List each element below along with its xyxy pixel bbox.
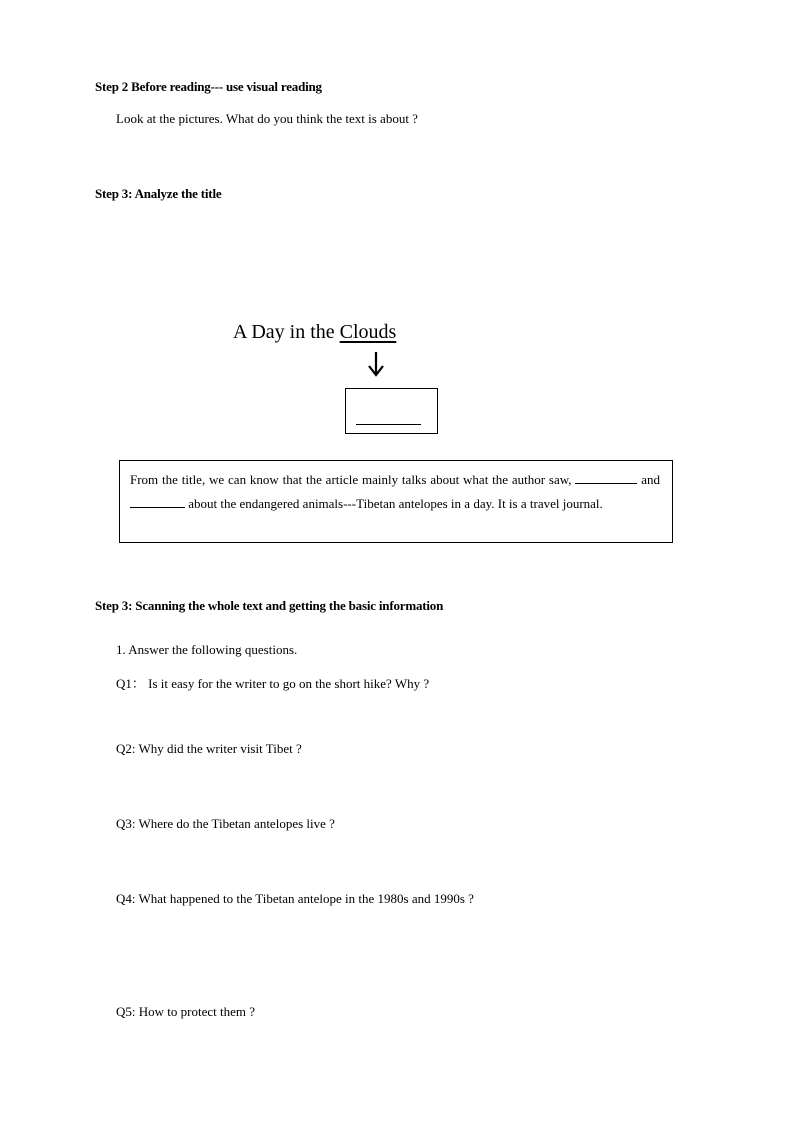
summary-text-1: From the title, we can know that the article mainly talks about what the author saw, [130, 472, 576, 487]
title-answer-box[interactable] [345, 388, 438, 434]
question-q2: Q2: Why did the writer visit Tibet ? [116, 741, 302, 756]
answer-blank-line [356, 424, 421, 425]
title-summary-box [119, 460, 673, 543]
title-underlined-word: Clouds [339, 321, 397, 343]
question-q5: Q5: How to protect them ? [116, 1004, 255, 1019]
step3-scanning-heading: Step 3: Scanning the whole text and getting the basic information [95, 598, 444, 613]
questions-instruction: 1. Answer the following questions. [116, 642, 298, 657]
question-q3: Q3: Where do the Tibetan antelopes live ? [116, 816, 335, 831]
step2-heading: Step 2 Before reading--- use visual reading [95, 79, 322, 94]
step3-analyze-heading: Step 3: Analyze the title [95, 186, 222, 201]
arrow-down-icon [367, 350, 385, 378]
summary-text-2: and [637, 472, 660, 487]
question-q1: Q1： Is it easy for the writer to go on the short hike? Why ? [116, 676, 430, 691]
question-q4: Q4: What happened to the Tibetan antelope in the 1980s and 1990s ? [116, 891, 474, 906]
summary-blank-1[interactable] [575, 469, 637, 484]
step2-prompt: Look at the pictures. What do you think the text is about ? [116, 111, 418, 126]
article-title [233, 321, 396, 344]
summary-blank-2[interactable] [130, 493, 185, 508]
summary-text-3: about the endangered animals---Tibetan antelopes in a day. It is a travel journal. [185, 496, 603, 511]
title-prefix: A Day in the [233, 321, 340, 343]
